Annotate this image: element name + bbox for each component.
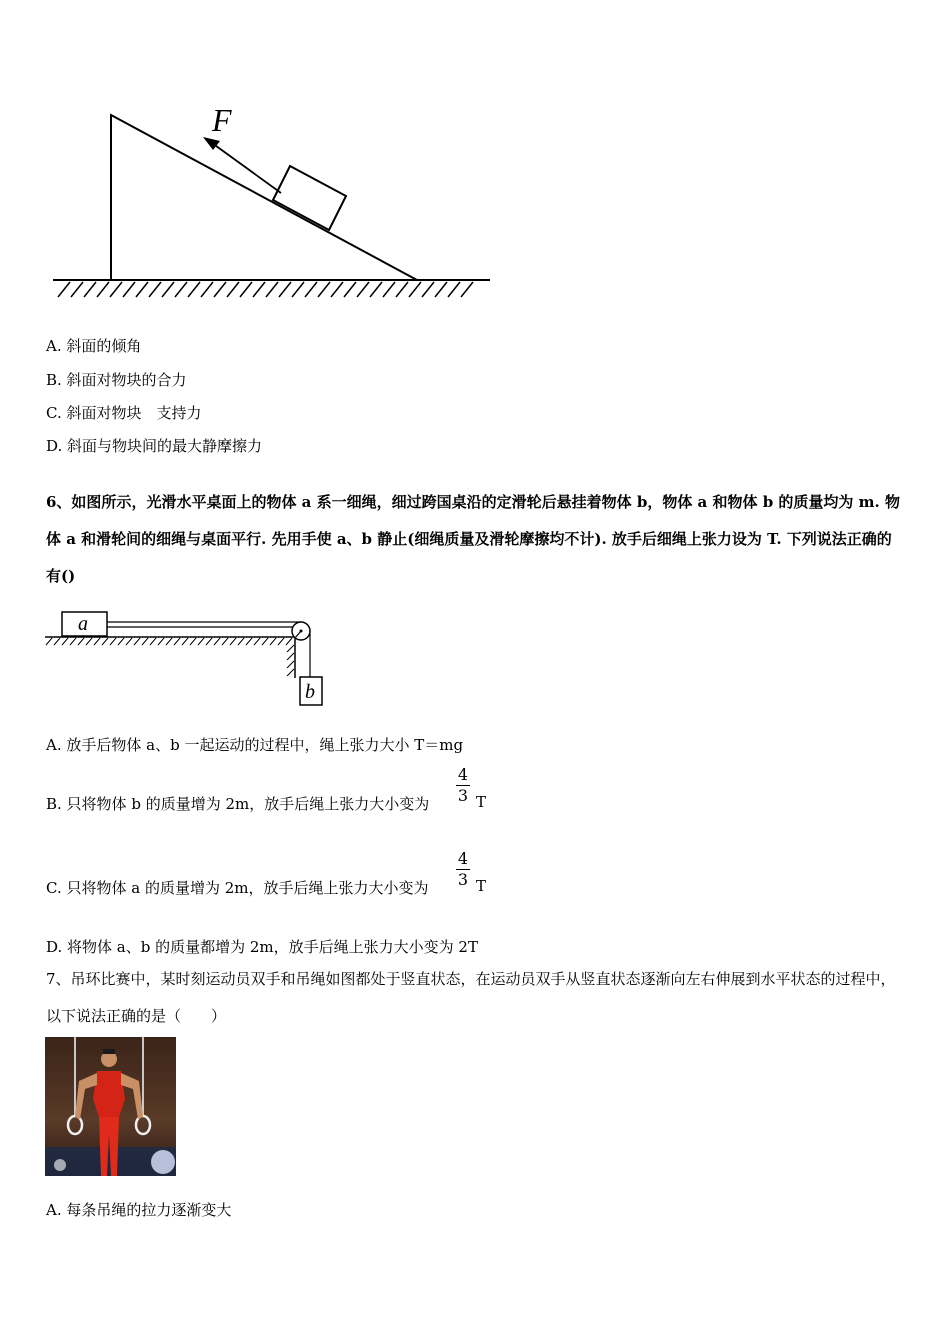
q6-option-b <box>46 793 429 814</box>
q6-option-b-suffix: T <box>476 793 487 811</box>
force-label: F <box>212 102 232 138</box>
force-arrow <box>212 143 281 193</box>
gymnast-photo <box>45 1037 176 1176</box>
pulley-figure <box>40 600 340 715</box>
q6-option-c-suffix: T <box>476 877 487 895</box>
q6-option-b-fraction <box>456 766 470 805</box>
table-hatching <box>46 638 292 645</box>
q6-option-c <box>46 877 429 898</box>
q6-option-b-text: B. 只将物体 b 的质量增为 2m，放手后绳上张力大小变为 <box>46 795 430 813</box>
q5-option-c: C. 斜面对物块 支持力 <box>46 404 202 422</box>
ground-hatching <box>58 282 473 297</box>
table-edge-hatching <box>287 645 294 676</box>
q6-question: 6、如图所示，光滑水平桌面上的物体 a 系一细绳，细过跨国桌沿的定滑轮后悬挂着物体 b，物体 a 和物体 b 的质量均为 m. 物体 a 和滑轮间的细绳与桌面平行. 先用手使 a、b 静止(细绳质量及滑轮摩擦均不计). 放手后细绳上张力设为 T. 下列说法正确的有() <box>46 493 900 585</box>
block-b-label: b <box>305 681 315 703</box>
q6-option-c-text: C. 只将物体 a 的质量增为 2m，放手后绳上张力大小变为 <box>46 879 429 897</box>
q5-option-a: A. 斜面的倾角 <box>46 337 142 355</box>
q6-option-c-fraction <box>456 850 470 889</box>
incline-figure <box>40 95 510 310</box>
q5-option-b: B. 斜面对物块的合力 <box>46 371 187 389</box>
q6-option-a: A. 放手后物体 a、b 一起运动的过程中，绳上张力大小 T＝mg <box>46 736 464 754</box>
fraction-denominator: 3 <box>457 786 469 805</box>
fraction-numerator: 4 <box>457 849 469 868</box>
q6-option-d: D. 将物体 a、b 的质量都增为 2m，放手后绳上张力大小变为 2T <box>46 938 478 956</box>
block-a-label: a <box>78 613 88 635</box>
fraction-numerator: 4 <box>457 765 469 784</box>
incline-triangle <box>111 115 417 280</box>
q7-question: 7、吊环比赛中，某时刻运动员双手和吊绳如图都处于竖直状态，在运动员双手从竖直状态逐渐向左右伸展到水平状态的过程中，以下说法正确的是（ ） <box>46 970 896 1025</box>
q7-option-a: A. 每条吊绳的拉力逐渐变大 <box>46 1201 232 1219</box>
q5-option-d: D. 斜面与物块间的最大静摩擦力 <box>46 437 263 455</box>
fraction-denominator: 3 <box>457 870 469 889</box>
block <box>273 166 346 230</box>
